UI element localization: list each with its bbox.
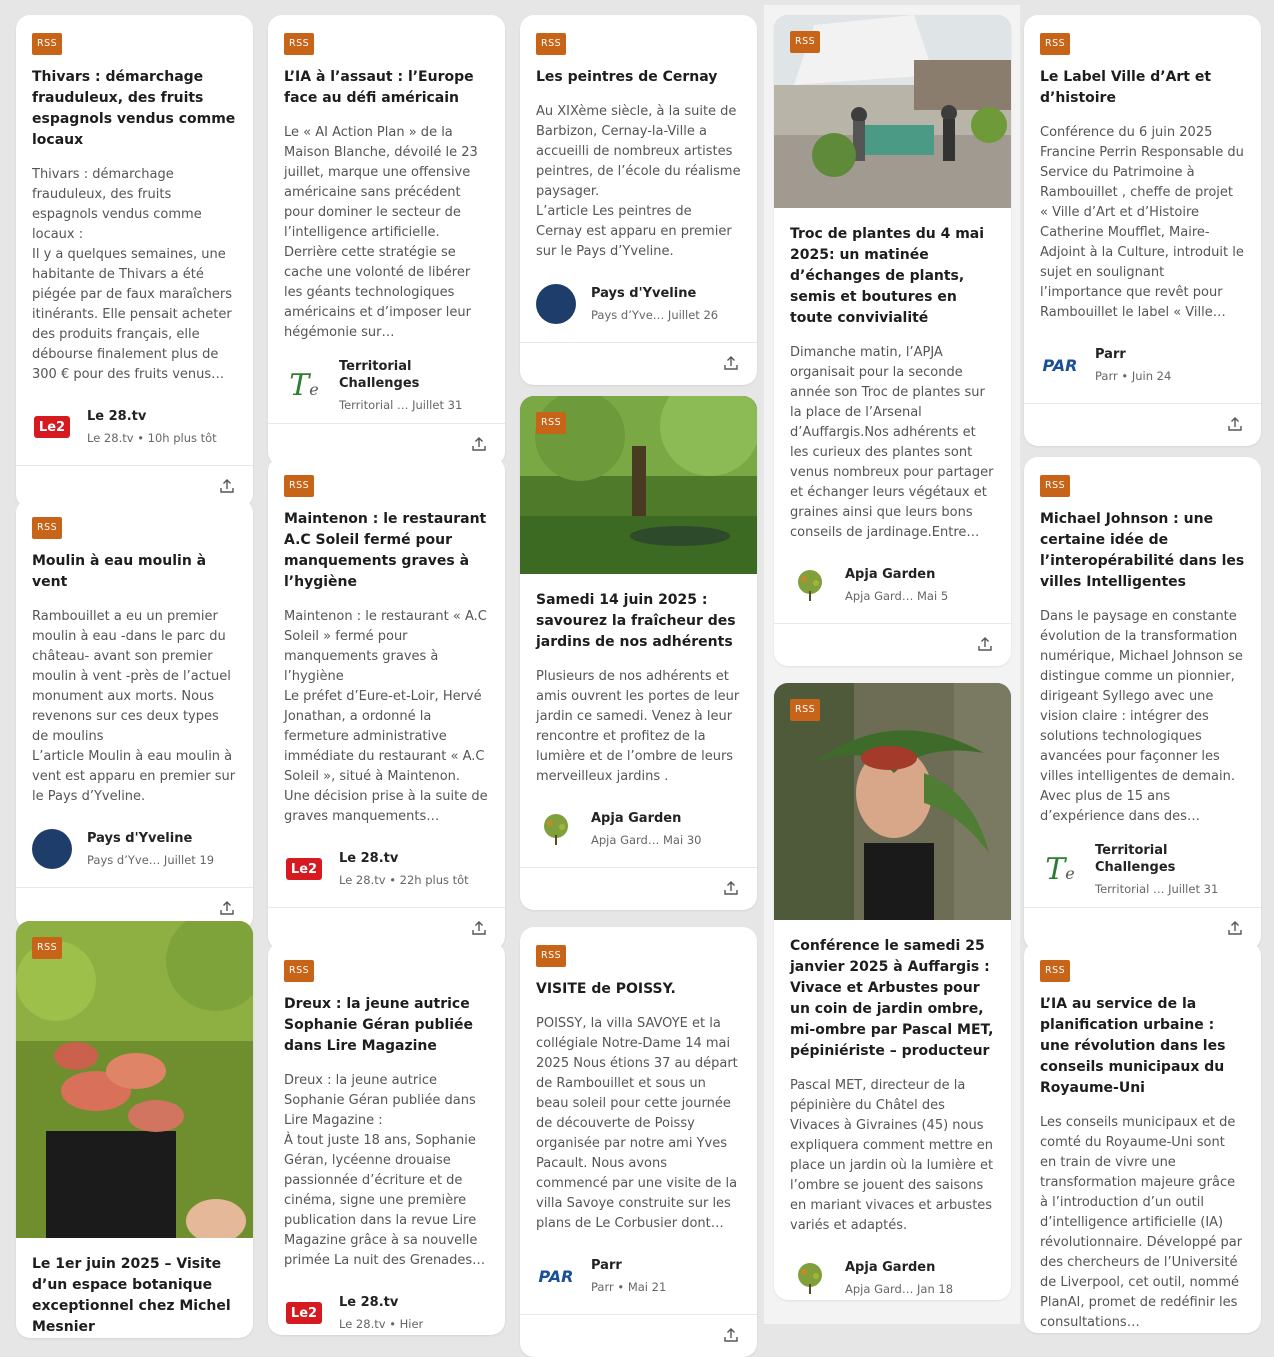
card-excerpt: Maintenon : le restaurant « A.C Soleil » fermé pour manquements graves à l’hygiène Le préfet d’Eure-et-Loir, Hervé Jonathan, a ordonné la fermeture administrative immédiate du restaurant « A.C Soleil », situé à Maintenon. Une décision prise à la suite de graves manquements… [284,609,488,824]
card-author[interactable] [284,847,489,891]
share-icon[interactable] [723,1327,739,1343]
card-author[interactable] [790,1256,995,1300]
rss-badge: RSS [536,412,566,434]
feed-card[interactable] [16,499,253,930]
author-meta: Apja Gard… Mai 5 [845,589,949,603]
pays-yveline-logo [32,829,72,869]
feed-card[interactable] [520,927,757,1357]
card-excerpt: Pascal MET, directeur de la pépinière du Châtel des Vivaces à Givraines (45) nous expliquera comment mettre en place un jardin où la lumière et l’ombre se jouent des saisons en mariant vivaces et arbustes variés et adaptés. [790,1078,994,1233]
logo-letter: e [309,379,319,399]
card-footer [520,1314,757,1357]
feed-card[interactable] [1024,457,1261,950]
card-excerpt: Conférence du 6 juin 2025 Francine Perrin Responsable du Service du Patrimoine à Rambouillet , cheffe de projet « Ville d’Art et d’Histoire Catherine Moufflet, Maire-Adjoint à la Culture, introduit le sujet en soulignant l’importance que revêt pour Rambouillet le label « Ville… [1040,125,1244,320]
avatar [284,1293,324,1333]
author-name[interactable]: Pays d'Yveline [591,286,697,301]
card-excerpt: POISSY, la villa SAVOYE et la collégiale Notre-Dame 14 mai 2025 Nous étions 37 au départ de Rambouillet et sous un beau soleil pour cette journée de découverte de Poissy organisée par notre ami Yves Pacault. Nous avons commencé par une visite de la villa Savoye construite sur les plans de Le Corbusier dont… [536,1016,738,1231]
author-name[interactable]: Territorial Challenges [339,358,420,391]
author-name[interactable]: Parr [1095,347,1126,362]
le28-logo: Le2 [286,1302,322,1324]
card-author[interactable] [790,563,995,607]
rss-badge: RSS [32,937,62,959]
author-name[interactable]: Le 28.tv [87,409,147,424]
author-meta: Le 28.tv • 10h plus tôt [87,431,217,445]
share-icon[interactable] [723,355,739,371]
avatar [284,365,324,405]
card-author[interactable] [536,807,741,851]
rss-badge: RSS [1040,475,1070,497]
card-author[interactable] [284,1291,489,1335]
feed-card[interactable] [268,942,505,1335]
author-meta: Le 28.tv • Hier [339,1317,424,1331]
card-author[interactable] [1040,343,1245,387]
card-title[interactable]: Le 1er juin 2025 – Visite d’un espace botanique exceptionnel chez Michel Mesnier [32,1256,231,1335]
card-footer [520,342,757,385]
author-name[interactable]: Territorial Challenges [1095,842,1176,875]
rss-badge: RSS [1040,960,1070,982]
author-name[interactable]: Parr [591,1258,622,1273]
author-name[interactable]: Le 28.tv [339,1295,399,1310]
rss-badge: RSS [284,960,314,982]
card-author[interactable] [536,282,741,326]
author-meta: Le 28.tv • 22h plus tôt [339,873,469,887]
card-title[interactable]: Troc de plantes du 4 mai 2025: un matinée d’échanges de plants, semis et boutures en toute convivialité [790,226,985,326]
author-name[interactable]: Apja Garden [591,811,682,826]
le28-logo: Le2 [34,416,70,438]
avatar [32,829,72,869]
author-name[interactable]: Pays d'Yveline [87,831,193,846]
author-meta: Apja Gard… Mai 30 [591,833,702,847]
avatar [536,809,576,849]
card-title[interactable]: Conférence le samedi 25 janvier 2025 à Auffargis : Vivace et Arbustes pour un coin de jardin ombre, mi-ombre par Pascal MET, pépiniériste – producteur [790,938,994,1059]
card-author[interactable] [32,405,237,449]
share-icon[interactable] [471,436,487,452]
avatar [790,565,830,605]
rss-badge: RSS [790,31,820,53]
plant-photo[interactable] [16,921,253,1238]
pays-yveline-logo [536,284,576,324]
le28-logo: Le2 [286,858,322,880]
card-footer [520,867,757,910]
rss-badge: RSS [536,945,566,967]
avatar [284,849,324,889]
card-excerpt: Plusieurs de nos adhérents et amis ouvrent les portes de leur jardin ce samedi. Venez à leur rencontre et profitez de la lumière et de l’ombre de leurs merveilleux jardins . [536,669,740,784]
rss-badge: RSS [790,699,820,721]
author-meta: Territorial … Juillet 31 [339,397,463,412]
rss-badge: RSS [284,33,314,55]
card-author[interactable] [536,1254,741,1298]
parr-logo: PAR [1042,355,1078,375]
avatar [32,407,72,447]
avatar [1040,345,1080,385]
share-icon[interactable] [219,478,235,494]
card-excerpt: Thivars : démarchage frauduleux, des fruits espagnols vendus comme locaux : Il y a quelques semaines, une habitante de Thivars a été piégée par de faux maraîchers itinérants. Elle pensait acheter des produits français, elle débourse finalement plus de 300 € pour des fruits venus… [32,167,232,382]
rss-badge: RSS [32,517,62,539]
rss-badge: RSS [284,475,314,497]
card-footer [1024,403,1261,446]
feed-card[interactable] [268,15,505,466]
author-name[interactable]: Apja Garden [845,1260,936,1275]
author-meta: Territorial … Juillet 31 [1095,881,1219,896]
feed-card[interactable] [1024,15,1261,446]
apja-tree-logo [538,811,574,847]
card-excerpt: Au XIXème siècle, à la suite de Barbizon, Cernay-la-Ville a accueilli de nombreux artistes peintres, de l’école du réalisme paysager. L’article Les peintres de Cernay est apparu en premier sur le Pays d’Yveline. [536,104,741,259]
card-title[interactable]: Thivars : démarchage frauduleux, des fruits espagnols vendus comme locaux [32,69,236,148]
card-author[interactable] [1040,842,1245,896]
card-title[interactable]: Michael Johnson : une certaine idée de l’interopérabilité dans les villes Intelligentes [1040,511,1245,590]
card-excerpt: Dans le paysage en constante évolution de la transformation numérique, Michael Johnson se distingue comme un pionnier, dirigeant Syllego avec une vision claire : intégrer des solutions technologiques avancées pour façonner les villes intelligentes de demain. Avec plus de 15 ans d’expérience dans des… [1040,609,1243,824]
card-title[interactable]: Le Label Ville d’Art et d’histoire [1040,69,1212,106]
card-title[interactable]: VISITE de POISSY. [536,981,676,997]
territorial-logo [289,368,318,403]
card-title[interactable]: Les peintres de Cernay [536,69,718,85]
author-name[interactable]: Le 28.tv [339,851,399,866]
apja-tree-logo [792,1260,828,1296]
share-icon[interactable] [1227,920,1243,936]
card-author[interactable] [284,358,489,412]
rss-badge: RSS [1040,33,1070,55]
share-icon[interactable] [977,636,993,652]
share-icon[interactable] [1227,416,1243,432]
author-meta: Pays d’Yve… Juillet 19 [87,853,215,867]
card-title[interactable]: Dreux : la jeune autrice Sophanie Géran publiée dans Lire Magazine [284,996,474,1054]
feed-card[interactable] [774,15,1011,666]
card-author[interactable] [32,827,237,871]
card-excerpt: Rambouillet a eu un premier moulin à eau -dans le parc du château- avant son premier moulin à vent -près de l’actuel monument aux morts. Nous revenons sur ces deux types de moulins L’article Moulin à eau moulin à vent est apparu en premier sur le Pays d’Yveline. [32,609,236,804]
feed-card[interactable] [520,15,757,385]
card-title[interactable]: Maintenon : le restaurant A.C Soleil fermé pour manquements graves à l’hygiène [284,511,487,590]
card-title[interactable]: Samedi 14 juin 2025 : savourez la fraîcheur des jardins de nos adhérents [536,592,736,650]
avatar [790,1258,830,1298]
author-name[interactable]: Apja Garden [845,567,936,582]
logo-letter: T [289,367,310,403]
feed-card[interactable] [1024,942,1261,1333]
apja-tree-logo [792,567,828,603]
author-meta: Parr • Mai 21 [591,1280,667,1294]
feed-card[interactable] [16,921,253,1338]
card-excerpt: Dimanche matin, l’APJA organisait pour la seconde année son Troc de plantes sur la place de l’Arsenal d’Auffargis.Nos adhérents et les curieux des plantes sont venus nombreux pour partager et échanger leurs végétaux et graines ainsi que leurs bons conseils de jardinage.Entre… [790,345,994,540]
card-footer [774,623,1011,666]
share-icon[interactable] [471,920,487,936]
author-meta: Apja Gard… Jan 18 [845,1282,954,1296]
card-title[interactable]: Moulin à eau moulin à vent [32,553,207,590]
author-meta: Parr • Juin 24 [1095,369,1172,383]
share-icon[interactable] [723,880,739,896]
card-excerpt: Dreux : la jeune autrice Sophanie Géran publiée dans Lire Magazine : À tout juste 18 ans, Sophanie Géran, lycéenne drouaise passionnée d’écriture et de cinéma, signe une première publication dans la revue Lire Magazine grâce à sa nouvelle primée La nuit des Grenades… [284,1073,486,1268]
feed-card[interactable] [268,457,505,950]
feed-card[interactable] [520,396,757,910]
logo-letter: T [1045,851,1066,887]
card-title[interactable]: L’IA à l’assaut : l’Europe face au défi américain [284,69,474,106]
rss-badge: RSS [32,33,62,55]
avatar [1040,849,1080,889]
card-excerpt: Le « AI Action Plan » de la Maison Blanche, dévoilé le 23 juillet, marque une offensive américaine sans précédent pour dominer le secteur de l’intelligence artificielle. Derrière cette stratégie se cache une volonté de libérer les géants technologiques américains et d’imposer leur hégémonie sur… [284,125,478,340]
rss-badge: RSS [536,33,566,55]
logo-letter: e [1065,863,1075,883]
author-meta: Pays d’Yve… Juillet 26 [591,308,719,322]
feed-card[interactable] [16,15,253,508]
avatar [536,1256,576,1296]
avatar [536,284,576,324]
card-title[interactable]: L’IA au service de la planification urbaine : une révolution dans les conseils municipaux du Royaume-Uni [1040,996,1226,1096]
parr-logo: PAR [538,1266,574,1286]
card-excerpt: Les conseils municipaux et de comté du Royaume-Uni sont en train de vivre une transformation majeure grâce à l’introduction d’un outil d’intelligence artificielle (IA) révolutionnaire. Développé par des chercheurs de l’Université de Liverpool, cet outil, nommé PlanAI, promet de redéfinir les consultations… [1040,1115,1243,1330]
feed-card[interactable] [774,683,1011,1300]
share-icon[interactable] [219,900,235,916]
territorial-logo [1045,852,1074,887]
